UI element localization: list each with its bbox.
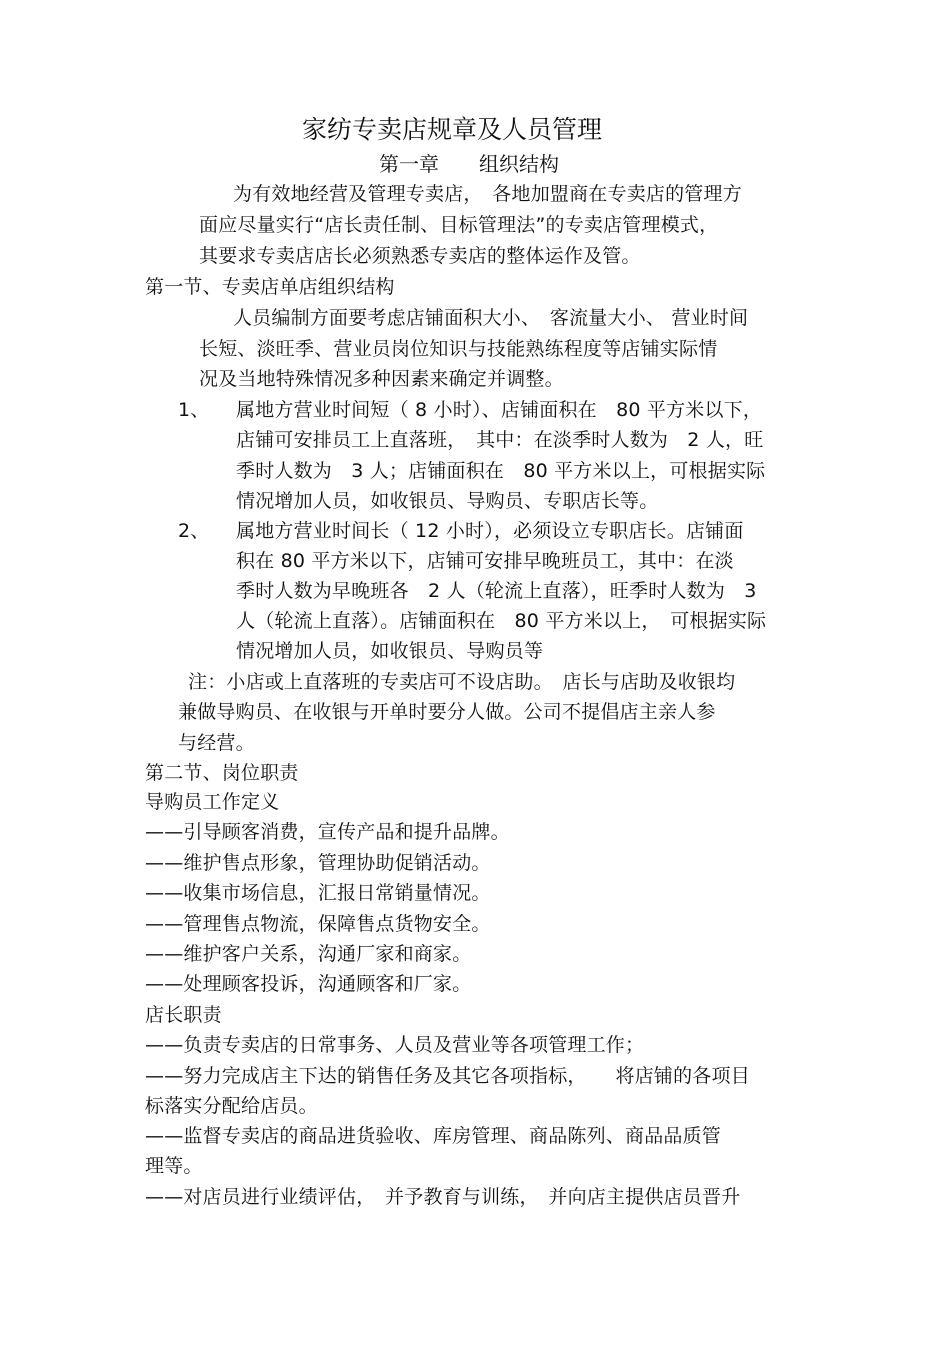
section1-heading: 第一节、专卖店单店组织结构 (145, 276, 395, 298)
guide-item: ——处理顾客投诉，沟通顾客和厂家。 (145, 973, 472, 995)
chapter-heading: 第一章 组织结构 (379, 152, 559, 176)
manager-line: ——对店员进行业绩评估， 并予教育与训练， 并向店主提供店员晋升 (145, 1186, 741, 1208)
item1-line: 属地方营业时间短（ 8 小时）、店铺面积在 80 平方米以下， (236, 399, 763, 421)
item2-line: 季时人数为早晚班各 2 人（轮流上直落），旺季时人数为 3 (236, 580, 757, 602)
guide-item: ——引导顾客消费，宣传产品和提升品牌。 (145, 821, 510, 843)
item1-line: 情况增加人员，如收银员、导购员、专职店长等。 (236, 490, 659, 512)
manager-line: 理等。 (145, 1155, 203, 1177)
item2-line: 积在 80 平方米以下，店铺可安排早晚班员工，其中：在淡 (236, 550, 734, 572)
manager-line: 标落实分配给店员。 (145, 1095, 318, 1117)
section1-line: 况及当地特殊情况多种因素来确定并调整。 (199, 368, 564, 390)
guide-heading: 导购员工作定义 (145, 791, 280, 813)
item-number: 1、 (178, 399, 210, 421)
intro-line: 其要求专卖店店长必须熟悉专卖店的整体运作及管。 (199, 245, 641, 267)
item2-line: 情况增加人员，如收银员、导购员等 (236, 640, 544, 662)
section1-line: 长短、淡旺季、营业员岗位知识与技能熟练程度等店铺实际情 (199, 338, 718, 360)
guide-item: ——管理售点物流，保障售点货物安全。 (145, 913, 491, 935)
manager-line: ——监督专卖店的商品进货验收、库房管理、商品陈列、商品品质管 (145, 1125, 722, 1147)
item2-line: 人（轮流上直落）。店铺面积在 80 平方米以上， 可根据实际 (236, 610, 767, 632)
manager-heading: 店长职责 (145, 1004, 222, 1026)
manager-line: ——负责专卖店的日常事务、人员及营业等各项管理工作； (145, 1034, 645, 1056)
guide-item: ——维护客户关系，沟通厂家和商家。 (145, 943, 472, 965)
manager-line: ——努力完成店主下达的销售任务及其它各项指标， 将店铺的各项目 (145, 1065, 750, 1087)
note-line: 兼做导购员、在收银与开单时要分人做。公司不提倡店主亲人参 (178, 701, 716, 723)
item1-line: 店铺可安排员工上直落班， 其中：在淡季时人数为 2 人，旺 (236, 429, 764, 451)
guide-item: ——维护售点形象，管理协助促销活动。 (145, 852, 491, 874)
guide-item: ——收集市场信息，汇报日常销量情况。 (145, 882, 491, 904)
note-line: 与经营。 (178, 732, 255, 754)
item-number: 2、 (178, 520, 210, 542)
section2-heading: 第二节、岗位职责 (145, 762, 299, 784)
intro-line: 为有效地经营及管理专卖店， 各地加盟商在专卖店的管理方 (233, 183, 742, 205)
item2-line: 属地方营业时间长（ 12 小时），必须设立专职店长。店铺面 (236, 520, 744, 542)
note-line: 注：小店或上直落班的专卖店可不设店助。 店长与店助及收银均 (188, 671, 736, 693)
section1-line: 人员编制方面要考虑店铺面积大小、 客流量大小、 营业时间 (233, 307, 749, 329)
intro-line: 面应尽量实行“店长责任制、目标管理法”的专卖店管理模式， (199, 214, 719, 236)
item1-line: 季时人数为 3 人；店铺面积在 80 平方米以上，可根据实际 (236, 460, 766, 482)
document-title: 家纺专卖店规章及人员管理 (302, 115, 603, 144)
